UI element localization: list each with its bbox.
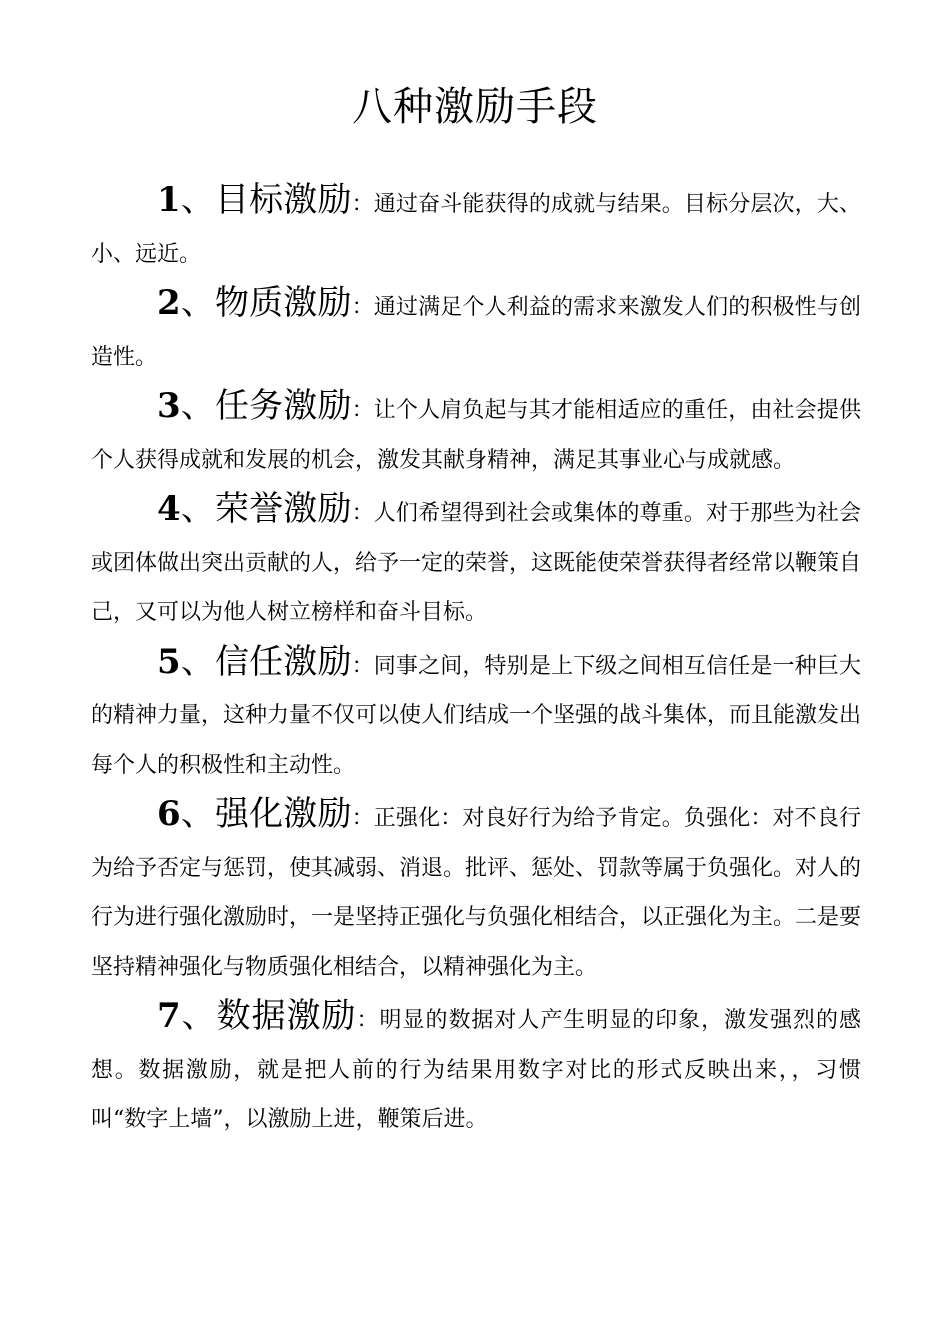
list-item: [91, 176, 861, 279]
item-text: 明显的数据对人产生明显的印象，激发强烈的感想。数据激励，就是把人前的行为结果用数字对比的形式反映出来，，习惯叫“数字上墙”，以激励上进，鞭策后进。: [91, 1008, 861, 1132]
list-item: [91, 485, 861, 638]
list-item: [91, 279, 861, 382]
item-colon: ：: [351, 295, 374, 320]
item-number: 3: [157, 386, 181, 426]
item-text: 正强化：对良好行为给予肯定。负强化：对不良行为给予否定与惩罚，使其减弱、消退。批评、惩处、罚款等属于负强化。对人的行为进行强化激励时，一是坚持正强化与负强化相结合，以正强化为主。二是要坚持精神强化与物质强化相结合，以精神强化为主。: [91, 806, 862, 980]
item-colon: ：: [356, 1008, 380, 1033]
item-number: 5: [157, 641, 181, 682]
item-text: 通过奋斗能获得的成就与结果。目标分层次，大、小、远近。: [91, 192, 861, 267]
item-name: 数据激励: [216, 996, 357, 1036]
item-number: 4: [157, 489, 181, 529]
item-heading: [157, 283, 352, 323]
item-separator: 、: [180, 794, 215, 834]
list-item: [91, 790, 861, 992]
item-colon: ：: [351, 653, 374, 679]
item-text: 让个人肩负起与其才能相适应的重任，由社会提供个人获得成就和发展的机会，激发其献身精神，满足其事业心与成就感。: [91, 398, 861, 473]
item-number: 7: [157, 996, 181, 1036]
item-name: 物质激励: [214, 283, 352, 323]
item-separator: 、: [180, 641, 215, 682]
item-name: 目标激励: [214, 180, 352, 220]
item-separator: 、: [180, 489, 215, 529]
item-number: 2: [157, 283, 181, 323]
list-item: [91, 638, 861, 791]
item-name: 荣誉激励: [214, 489, 352, 529]
item-number: 6: [157, 794, 181, 834]
item-heading: [157, 642, 352, 682]
item-separator: 、: [180, 386, 215, 426]
item-name: 强化激励: [214, 794, 352, 834]
list-item: [91, 992, 861, 1145]
item-separator: 、: [180, 180, 215, 220]
item-number: 1: [157, 180, 181, 220]
item-heading: [157, 794, 352, 834]
item-heading: [157, 386, 352, 426]
item-colon: ：: [351, 501, 374, 526]
page-title: 八种激励手段: [352, 84, 598, 130]
item-name: 信任激励: [214, 641, 352, 682]
item-colon: ：: [351, 806, 374, 831]
item-separator: 、: [180, 283, 215, 323]
item-name: 任务激励: [214, 386, 352, 426]
item-heading: [157, 996, 357, 1036]
item-heading: [157, 180, 352, 220]
item-colon: ：: [351, 192, 374, 217]
item-list: [91, 176, 861, 1145]
item-text: 通过满足个人利益的需求来激发人们的积极性与创造性。: [91, 295, 861, 370]
item-heading: [157, 489, 352, 529]
item-text: 人们希望得到社会或集体的尊重。对于那些为社会或团体做出突出贡献的人，给予一定的荣誉，这既能使荣誉获得者经常以鞭策自己，又可以为他人树立榜样和奋斗目标。: [91, 501, 862, 625]
item-separator: 、: [180, 996, 217, 1036]
item-text: 同事之间，特别是上下级之间相互信任是一种巨大的精神力量，这种力量不仅可以使人们结成一个坚强的战斗集体，而且能激发出每个人的积极性和主动性。: [91, 653, 862, 778]
item-colon: ：: [351, 398, 374, 423]
list-item: [91, 382, 861, 485]
